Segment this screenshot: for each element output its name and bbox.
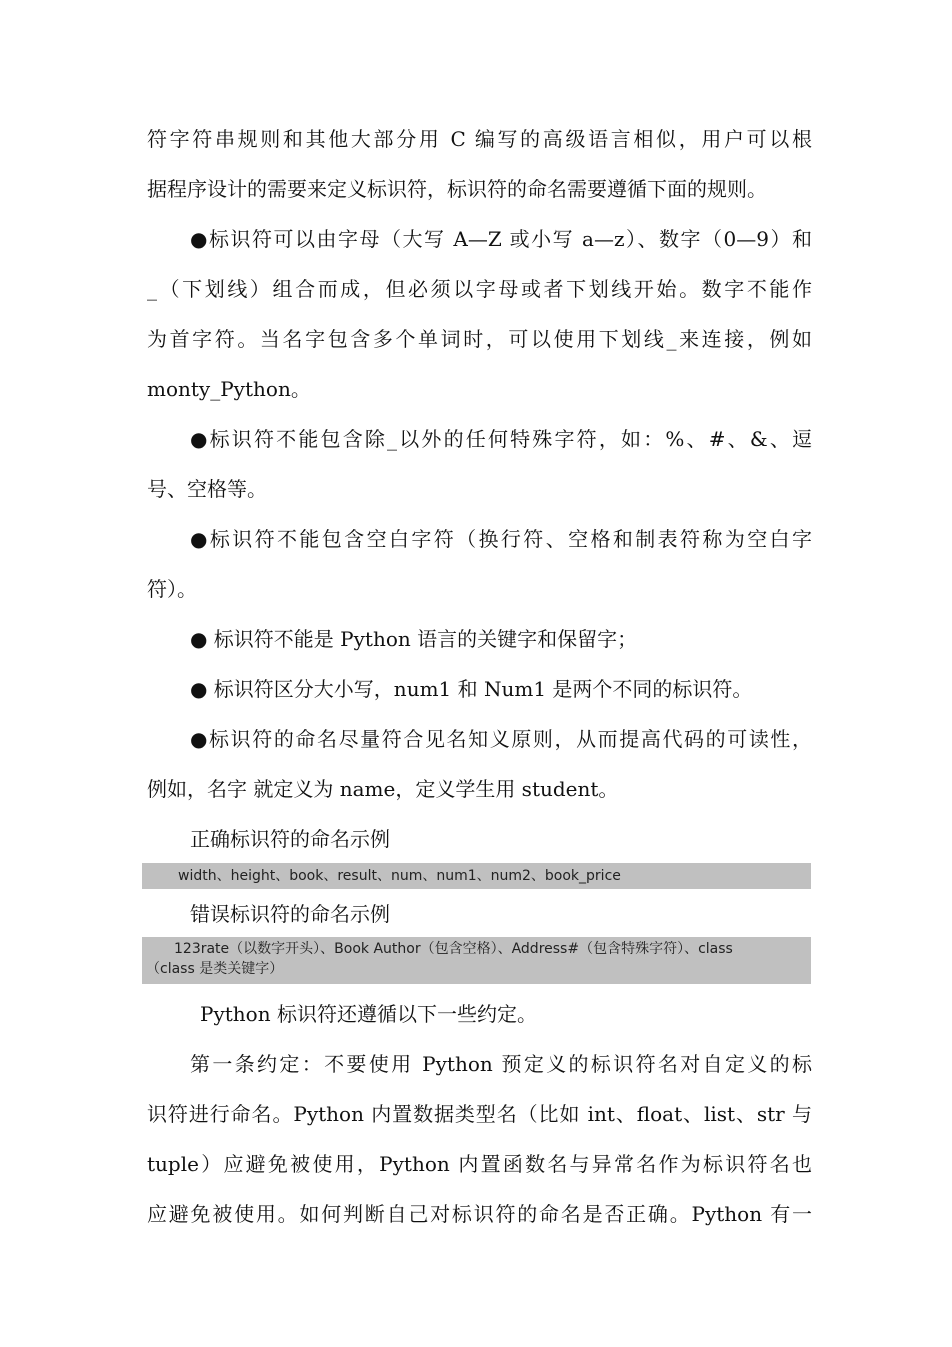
convention-intro: Python 标识符还遵循以下一些约定。 xyxy=(200,1002,537,1026)
rule-4: ● 标识符不能是 Python 语言的关键字和保留字； xyxy=(190,627,638,651)
intro-line-2: 据程序设计的需要来定义标识符，标识符的命名需要遵循下面的规则。 xyxy=(147,177,767,201)
wrong-examples-box xyxy=(142,937,811,984)
correct-examples-text: width、height、book、result、num、num1、num2、book_price xyxy=(178,868,621,884)
rule-2-line-1: ●标识符不能包含除_以外的任何特殊字符，如：%、#、&、逗 xyxy=(190,427,812,451)
rule-1-line-4: monty_Python。 xyxy=(147,377,311,401)
convention-1-line-4: 应避免被使用。如何判断自己对标识符的命名是否正确。Python 有一 xyxy=(147,1202,812,1226)
rule-2-line-2: 号、空格等。 xyxy=(147,477,267,501)
wrong-examples-line-1: 123rate（以数字开头）、Book Author（包含空格）、Address#（包含特殊字符）、class xyxy=(174,941,733,957)
rule-1-line-1: ●标识符可以由字母（大写 A—Z 或小写 a—z）、数字（0—9）和 xyxy=(190,227,812,251)
convention-1-line-2: 识符进行命名。Python 内置数据类型名（比如 int、float、list、str 与 xyxy=(147,1102,812,1126)
rule-3-line-2: 符）。 xyxy=(147,577,197,601)
rule-1-line-3: 为首字符。当名字包含多个单词时，可以使用下划线_来连接，例如 xyxy=(147,327,812,351)
rule-6-line-1: ●标识符的命名尽量符合见名知义原则，从而提高代码的可读性， xyxy=(190,727,812,751)
rule-6-line-2: 例如，名字 就定义为 name，定义学生用 student。 xyxy=(147,777,619,801)
wrong-examples-line-2: （class 是类关键字） xyxy=(146,961,284,977)
convention-1-line-3: tuple）应避免被使用，Python 内置函数名与异常名作为标识符名也 xyxy=(147,1152,812,1176)
convention-1-line-1: 第一条约定：不要使用 Python 预定义的标识符名对自定义的标 xyxy=(190,1052,812,1076)
correct-examples-heading: 正确标识符的命名示例 xyxy=(190,827,390,851)
rule-5: ● 标识符区分大小写，num1 和 Num1 是两个不同的标识符。 xyxy=(190,677,753,701)
rule-3-line-1: ●标识符不能包含空白字符（换行符、空格和制表符称为空白字 xyxy=(190,527,812,551)
rule-1-line-2: _（下划线）组合而成，但必须以字母或者下划线开始。数字不能作 xyxy=(147,277,812,301)
correct-examples-box xyxy=(142,863,811,889)
wrong-examples-heading: 错误标识符的命名示例 xyxy=(190,902,390,926)
intro-line-1: 符字符串规则和其他大部分用 C 编写的高级语言相似，用户可以根 xyxy=(147,127,812,151)
